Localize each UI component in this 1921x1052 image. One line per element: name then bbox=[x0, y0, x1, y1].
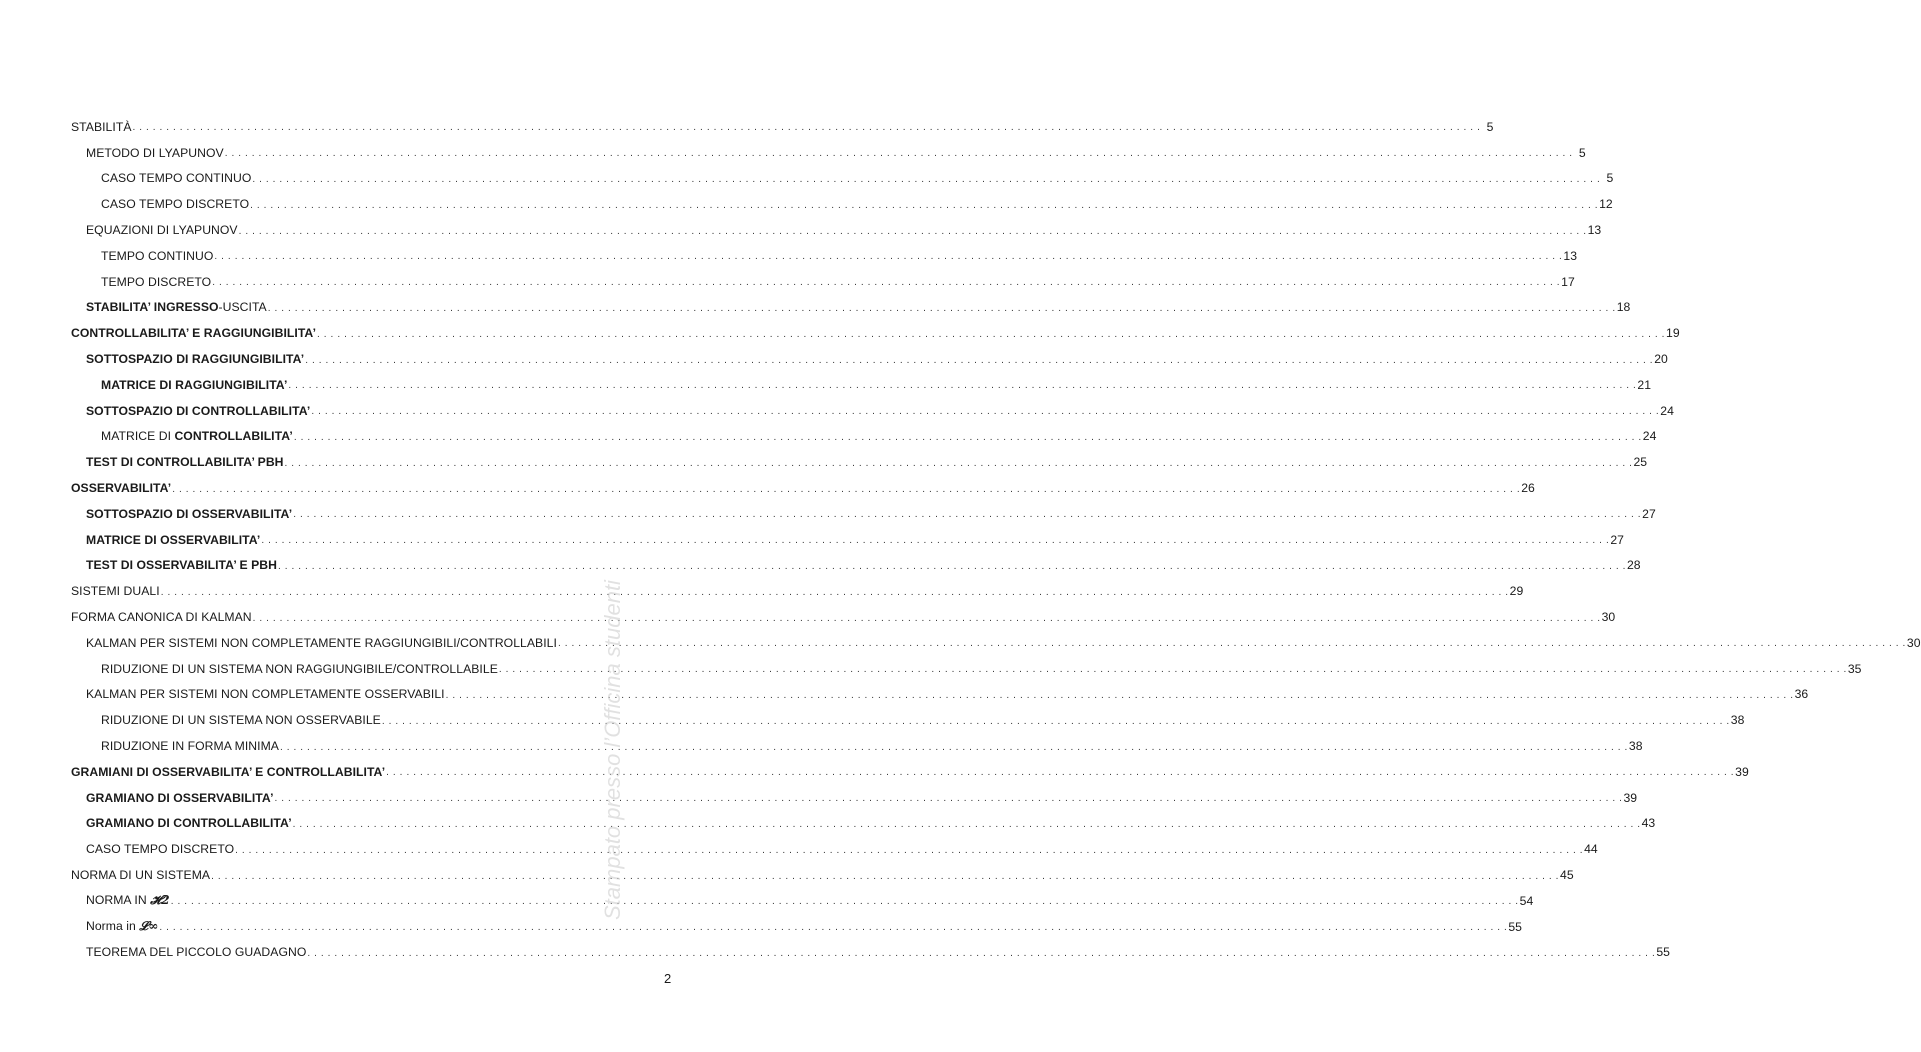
toc-entry-title-text: -USCITA bbox=[218, 300, 267, 315]
toc-dot-leader: . . . . . . . . . . . . . . . . . . . . . . . . . . . . . . . . . . . . . . . . . . . . . . . . . . . . . . . . . . . . . . . . . . . . . . . . . . . . . . . . . . . . . . . . . . . . . . . . . . . . . . . . . . . . . . . . . . . . . . . . . . . . . . . . . . . . . . . . . . . . . . . . . . . . . . . . . . . . . . . . . . . . . . . . . . . . . . . . . . . . . . . . . . . . . . . . . . . . . . . . bbox=[288, 380, 1637, 392]
toc-dot-leader: . . . . . . . . . . . . . . . . . . . . . . . . . . . . . . . . . . . . . . . . . . . . . . . . . . . . . . . . . . . . . . . . . . . . . . . . . . . . . . . . . . . . . . . . . . . . . . . . . . . . . . . . . . . . . . . . . . . . . . . . . . . . . . . . . . . . . . . . . . . . . . . . . . . . . . . . . . . . . . . . . . . . . . . . . . . . . . . . . . . . . . . . . . . . . . . . . . . . . . . . bbox=[172, 483, 1521, 495]
toc-entry-title bbox=[101, 713, 381, 727]
watermark: Stampato presso l’Officina studenti bbox=[600, 580, 625, 920]
toc-entry-title-text: SISTEMI DUALI bbox=[71, 584, 160, 599]
toc-dot-leader: . . . . . . . . . . . . . . . . . . . . . . . . . . . . . . . . . . . . . . . . . . . . . . . . . . . . . . . . . . . . . . . . . . . . . . . . . . . . . . . . . . . . . . . . . . . . . . . . . . . . . . . . . . . . . . . . . . . . . . . . . . . . . . . . . . . . . . . . . . . . . . . . . . . . . . . . . . . . . . . . . . . . . . . . . . . . . . . . . . . . . . . . . . . . . . . . . . . . . . . . bbox=[214, 251, 1563, 263]
toc-entry-page: 17 bbox=[1561, 274, 1575, 289]
toc-entry-title bbox=[86, 687, 445, 701]
toc-entry-title-text: SOTTOSPAZIO DI RAGGIUNGIBILITA’ bbox=[86, 352, 305, 367]
toc-entry[interactable] bbox=[71, 243, 1578, 269]
toc-entry-title-text: TEMPO DISCRETO bbox=[101, 274, 212, 289]
toc-entry[interactable] bbox=[71, 217, 1602, 243]
toc-entry-title bbox=[101, 739, 279, 753]
toc-entry-page: 5 bbox=[1578, 145, 1586, 160]
toc-entry-title-text: GRAMIANO DI OSSERVABILITA’ bbox=[86, 790, 274, 805]
toc-entry-title bbox=[71, 868, 210, 882]
toc-entry-title-text: TEST DI OSSERVABILITA’ E PBH bbox=[86, 558, 278, 573]
toc-entry-page: 39 bbox=[1623, 790, 1638, 805]
toc-entry-title bbox=[86, 146, 224, 160]
toc-entry[interactable] bbox=[71, 811, 1656, 837]
toc-dot-leader: . . . . . . . . . . . . . . . . . . . . . . . . . . . . . . . . . . . . . . . . . . . . . . . . . . . . . . . . . . . . . . . . . . . . . . . . . . . . . . . . . . . . . . . . . . . . . . . . . . . . . . . . . . . . . . . . . . . . . . . . . . . . . . . . . . . . . . . . . . . . . . . . . . . . . . . . . . . . . . . . . . . . . . . . . . . . . . . . . . . . . . . . . . . . . . . . . . . . . . . . bbox=[160, 586, 1509, 598]
toc-entry[interactable] bbox=[71, 733, 1643, 759]
toc-entry-page: 13 bbox=[1587, 223, 1602, 238]
toc-dot-leader: . . . . . . . . . . . . . . . . . . . . . . . . . . . . . . . . . . . . . . . . . . . . . . . . . . . . . . . . . . . . . . . . . . . . . . . . . . . . . . . . . . . . . . . . . . . . . . . . . . . . . . . . . . . . . . . . . . . . . . . . . . . . . . . . . . . . . . . . . . . . . . . . . . . . . . . . . . . . . . . . . . . . . . . . . . . . . . . . . . . . . . . . . . . . . . . . . . . . . . . . bbox=[317, 328, 1665, 340]
toc-entry-title-text: CONTROLLABILITA’ E RAGGIUNGIBILITA’ bbox=[71, 326, 317, 341]
toc-dot-leader: . . . . . . . . . . . . . . . . . . . . . . . . . . . . . . . . . . . . . . . . . . . . . . . . . . . . . . . . . . . . . . . . . . . . . . . . . . . . . . . . . . . . . . . . . . . . . . . . . . . . . . . . . . . . . . . . . . . . . . . . . . . . . . . . . . . . . . . . . . . . . . . . . . . . . . . . . . . . . . . . . . . . . . . . . . . . . . . . . . . . . . . . . . . . . . . . . . . . . . . . bbox=[445, 689, 1794, 701]
toc-entry-title bbox=[71, 584, 160, 598]
toc-entry-title-bold: STABILITA’ INGRESSO bbox=[86, 300, 219, 315]
toc-entry-title-text: TEOREMA DEL PICCOLO GUADAGNO bbox=[86, 945, 307, 960]
toc-entry-title bbox=[71, 326, 316, 340]
toc-entry[interactable] bbox=[71, 166, 1614, 192]
toc-entry[interactable] bbox=[71, 578, 1524, 604]
toc-entry-page: 25 bbox=[1633, 455, 1648, 470]
toc-entry-title bbox=[86, 404, 310, 418]
toc-dot-leader: . . . . . . . . . . . . . . . . . . . . . . . . . . . . . . . . . . . . . . . . . . . . . . . . . . . . . . . . . . . . . . . . . . . . . . . . . . . . . . . . . . . . . . . . . . . . . . . . . . . . . . . . . . . . . . . . . . . . . . . . . . . . . . . . . . . . . . . . . . . . . . . . . . . . . . . . . . . . . . . . . . . . . . . . . . . . . . . . . . . . . . . . . . . . . . . . . . . . . . . . bbox=[132, 122, 1481, 134]
toc-dot-leader: . . . . . . . . . . . . . . . . . . . . . . . . . . . . . . . . . . . . . . . . . . . . . . . . . . . . . . . . . . . . . . . . . . . . . . . . . . . . . . . . . . . . . . . . . . . . . . . . . . . . . . . . . . . . . . . . . . . . . . . . . . . . . . . . . . . . . . . . . . . . . . . . . . . . . . . . . . . . . . . . . . . . . . . . . . . . . . . . . . . . . . . . . . . . . . . . . . . . . . . . bbox=[307, 947, 1656, 959]
toc-entry-title-text: EQUAZIONI DI LYAPUNOV bbox=[86, 223, 238, 238]
toc-entry-title bbox=[101, 171, 251, 185]
toc-entry-title bbox=[86, 507, 292, 521]
toc-dot-leader: . . . . . . . . . . . . . . . . . . . . . . . . . . . . . . . . . . . . . . . . . . . . . . . . . . . . . . . . . . . . . . . . . . . . . . . . . . . . . . . . . . . . . . . . . . . . . . . . . . . . . . . . . . . . . . . . . . . . . . . . . . . . . . . . . . . . . . . . . . . . . . . . . . . . . . . . . . . . . . . . . . . . . . . . . . . . . . . . . . . . . . . . . . . . . . . . . . . . . . . . bbox=[311, 406, 1660, 418]
toc-entry-title-text: NORMA IN bbox=[86, 893, 151, 908]
toc-entry-title bbox=[86, 300, 267, 314]
toc-dot-leader: . . . . . . . . . . . . . . . . . . . . . . . . . . . . . . . . . . . . . . . . . . . . . . . . . . . . . . . . . . . . . . . . . . . . . . . . . . . . . . . . . . . . . . . . . . . . . . . . . . . . . . . . . . . . . . . . . . . . . . . . . . . . . . . . . . . . . . . . . . . . . . . . . . . . . . . . . . . . . . . . . . . . . . . . . . . . . . . . . . . . . . . . . . . . . . . . . . . . . . . . bbox=[293, 431, 1642, 443]
toc-entry[interactable] bbox=[71, 114, 1494, 140]
toc-entry-title-text: FORMA CANONICA DI KALMAN bbox=[71, 610, 252, 625]
toc-entry-title bbox=[86, 945, 306, 959]
toc-entry[interactable] bbox=[71, 191, 1613, 217]
toc-entry[interactable] bbox=[71, 398, 1674, 424]
toc-dot-leader: . . . . . . . . . . . . . . . . . . . . . . . . . . . . . . . . . . . . . . . . . . . . . . . . . . . . . . . . . . . . . . . . . . . . . . . . . . . . . . . . . . . . . . . . . . . . . . . . . . . . . . . . . . . . . . . . . . . . . . . . . . . . . . . . . . . . . . . . . . . . . . . . . . . . . . . . . . . . . . . . . . . . . . . . . . . . . . . . . . . . . . . . . . . . . . . . . . . . . . . . bbox=[170, 896, 1519, 908]
toc-entry-title-text: RIDUZIONE DI UN SISTEMA NON RAGGIUNGIBILE/CONTROLLABILE bbox=[101, 661, 498, 676]
toc-entry-title bbox=[86, 893, 170, 908]
toc-entry[interactable] bbox=[71, 682, 1809, 708]
toc-entry-title bbox=[71, 610, 252, 624]
toc-entry-page: 27 bbox=[1610, 532, 1624, 547]
toc-dot-leader: . . . . . . . . . . . . . . . . . . . . . . . . . . . . . . . . . . . . . . . . . . . . . . . . . . . . . . . . . . . . . . . . . . . . . . . . . . . . . . . . . . . . . . . . . . . . . . . . . . . . . . . . . . . . . . . . . . . . . . . . . . . . . . . . . . . . . . . . . . . . . . . . . . . . . . . . . . . . . . . . . . . . . . . . . . . . . . . . . . . . . . . . . . . . . . . . . . . . . . . . bbox=[305, 354, 1654, 366]
toc-entry-page: 5 bbox=[1486, 119, 1494, 134]
toc-dot-leader: . . . . . . . . . . . . . . . . . . . . . . . . . . . . . . . . . . . . . . . . . . . . . . . . . . . . . . . . . . . . . . . . . . . . . . . . . . . . . . . . . . . . . . . . . . . . . . . . . . . . . . . . . . . . . . . . . . . . . . . . . . . . . . . . . . . . . . . . . . . . . . . . . . . . . . . . . . . . . . . . . . . . . . . . . . . . . . . . . . . . . . . . . . . . . . . . . . . . . . . . bbox=[293, 509, 1642, 521]
toc-entry-title bbox=[86, 352, 304, 366]
toc-entry[interactable] bbox=[71, 346, 1668, 372]
toc-dot-leader: . . . . . . . . . . . . . . . . . . . . . . . . . . . . . . . . . . . . . . . . . . . . . . . . . . . . . . . . . . . . . . . . . . . . . . . . . . . . . . . . . . . . . . . . . . . . . . . . . . . . . . . . . . . . . . . . . . . . . . . . . . . . . . . . . . . . . . . . . . . . . . . . . . . . . . . . . . . . . . . . . . . . . . . . . . . . . . . . . . . . . . . . . . . . . . . . . . . . . . . . bbox=[211, 870, 1560, 882]
toc-entry-page: 35 bbox=[1847, 661, 1862, 676]
toc-dot-leader: . . . . . . . . . . . . . . . . . . . . . . . . . . . . . . . . . . . . . . . . . . . . . . . . . . . . . . . . . . . . . . . . . . . . . . . . . . . . . . . . . . . . . . . . . . . . . . . . . . . . . . . . . . . . . . . . . . . . . . . . . . . . . . . . . . . . . . . . . . . . . . . . . . . . . . . . . . . . . . . . . . . . . . . . . . . . . . . . . . . . . . . . . . . . . . . . . . . . . . . . bbox=[235, 844, 1584, 856]
toc-entry-title-text: SOTTOSPAZIO DI OSSERVABILITA’ bbox=[86, 506, 293, 521]
toc-entry[interactable] bbox=[71, 475, 1535, 501]
toc-entry[interactable] bbox=[71, 940, 1670, 966]
toc-entry[interactable] bbox=[71, 295, 1631, 321]
toc-entry-title-text: Norma in bbox=[86, 919, 140, 934]
toc-entry-title bbox=[101, 249, 213, 263]
toc-dot-leader: . . . . . . . . . . . . . . . . . . . . . . . . . . . . . . . . . . . . . . . . . . . . . . . . . . . . . . . . . . . . . . . . . . . . . . . . . . . . . . . . . . . . . . . . . . . . . . . . . . . . . . . . . . . . . . . . . . . . . . . . . . . . . . . . . . . . . . . . . . . . . . . . . . . . . . . . . . . . . . . . . . . . . . . . . . . . . . . . . . . . . . . . . . . . . . . . . . . . . . . . bbox=[252, 173, 1601, 185]
toc-entry-title-text: NORMA DI UN SISTEMA bbox=[71, 868, 211, 882]
toc-entry-title bbox=[86, 455, 284, 469]
toc-entry[interactable] bbox=[71, 604, 1616, 630]
toc-dot-leader: . . . . . . . . . . . . . . . . . . . . . . . . . . . . . . . . . . . . . . . . . . . . . . . . . . . . . . . . . . . . . . . . . . . . . . . . . . . . . . . . . . . . . . . . . . . . . . . . . . . . . . . . . . . . . . . . . . . . . . . . . . . . . . . . . . . . . . . . . . . . . . . . . . . . . . . . . . . . . . . . . . . . . . . . . . . . . . . . . . . . . . . . . . . . . . . . . . . . . . . . bbox=[238, 225, 1587, 237]
toc-entry-page: 12 bbox=[1599, 197, 1613, 212]
toc-entry-title bbox=[86, 533, 260, 547]
toc-entry-title-text: GRAMIANI DI OSSERVABILITA’ E CONTROLLABILITA’ bbox=[71, 764, 386, 779]
toc-entry-title bbox=[101, 197, 249, 211]
toc-entry-page: 30 bbox=[1906, 635, 1921, 650]
toc-entry-title-text: CASO TEMPO DISCRETO bbox=[86, 842, 235, 857]
toc-entry-title bbox=[86, 558, 277, 572]
toc-entry-title-text: METODO DI LYAPUNOV bbox=[86, 145, 224, 160]
toc-entry-page: 39 bbox=[1735, 764, 1749, 779]
toc-entry-page: 26 bbox=[1521, 481, 1535, 496]
toc-entry[interactable] bbox=[71, 836, 1598, 862]
toc-entry-page: 30 bbox=[1601, 610, 1616, 625]
table-of-contents bbox=[71, 114, 1921, 965]
toc-entry-page: 29 bbox=[1509, 584, 1524, 599]
toc-entry[interactable] bbox=[71, 630, 1921, 656]
toc-entry-page: 5 bbox=[1606, 171, 1614, 186]
toc-entry[interactable] bbox=[71, 656, 1862, 682]
toc-entry-title-math: 𝓛∞ bbox=[139, 919, 159, 934]
toc-dot-leader: . . . . . . . . . . . . . . . . . . . . . . . . . . . . . . . . . . . . . . . . . . . . . . . . . . . . . . . . . . . . . . . . . . . . . . . . . . . . . . . . . . . . . . . . . . . . . . . . . . . . . . . . . . . . . . . . . . . . . . . . . . . . . . . . . . . . . . . . . . . . . . . . . . . . . . . . . . . . . . . . . . . . . . . . . . . . . . . . . . . . . . . . . . . . . . . . . . . . . . . . bbox=[274, 793, 1623, 805]
toc-entry-title-text: CASO TEMPO DISCRETO bbox=[101, 197, 250, 212]
toc-entry-title-math: 𝓗2 bbox=[150, 893, 170, 908]
toc-entry-title bbox=[101, 429, 293, 443]
toc-entry-title-text: OSSERVABILITA’ bbox=[71, 481, 172, 496]
toc-entry-page: 19 bbox=[1666, 326, 1680, 341]
toc-entry-page: 55 bbox=[1656, 945, 1670, 960]
toc-entry-title-text: TEST DI CONTROLLABILITA’ PBH bbox=[86, 455, 284, 470]
toc-entry-title bbox=[101, 378, 287, 392]
toc-entry-title bbox=[86, 842, 234, 856]
toc-entry-page: 44 bbox=[1584, 842, 1598, 857]
toc-entry[interactable] bbox=[71, 553, 1641, 579]
toc-entry[interactable] bbox=[71, 707, 1745, 733]
toc-entry-title-text: STABILITÀ bbox=[71, 119, 132, 134]
toc-entry-title-text: MATRICE DI bbox=[101, 429, 175, 444]
toc-entry-title-text: MATRICE DI RAGGIUNGIBILITA’ bbox=[101, 377, 288, 392]
toc-entry-title-text: RIDUZIONE IN FORMA MINIMA bbox=[101, 739, 279, 754]
toc-entry[interactable] bbox=[71, 269, 1575, 295]
toc-entry-page: 13 bbox=[1563, 248, 1578, 263]
toc-entry[interactable] bbox=[71, 501, 1656, 527]
toc-dot-leader: . . . . . . . . . . . . . . . . . . . . . . . . . . . . . . . . . . . . . . . . . . . . . . . . . . . . . . . . . . . . . . . . . . . . . . . . . . . . . . . . . . . . . . . . . . . . . . . . . . . . . . . . . . . . . . . . . . . . . . . . . . . . . . . . . . . . . . . . . . . . . . . . . . . . . . . . . . . . . . . . . . . . . . . . . . . . . . . . . . . . . . . . . . . . . . . . . . . . . . . . bbox=[292, 818, 1641, 830]
toc-entry-title-text: KALMAN PER SISTEMI NON COMPLETAMENTE RAGGIUNGIBILI/CONTROLLABILI bbox=[86, 635, 557, 650]
toc-entry-page: 18 bbox=[1616, 300, 1631, 315]
toc-entry-title-text: KALMAN PER SISTEMI NON COMPLETAMENTE OSSERVABILI bbox=[86, 687, 445, 702]
toc-entry-title bbox=[71, 120, 132, 134]
toc-dot-leader: . . . . . . . . . . . . . . . . . . . . . . . . . . . . . . . . . . . . . . . . . . . . . . . . . . . . . . . . . . . . . . . . . . . . . . . . . . . . . . . . . . . . . . . . . . . . . . . . . . . . . . . . . . . . . . . . . . . . . . . . . . . . . . . . . . . . . . . . . . . . . . . . . . . . . . . . . . . . . . . . . . . . . . . . . . . . . . . . . . . . . . . . . . . . . . . . . . . . . . . . bbox=[284, 457, 1633, 469]
toc-dot-leader: . . . . . . . . . . . . . . . . . . . . . . . . . . . . . . . . . . . . . . . . . . . . . . . . . . . . . . . . . . . . . . . . . . . . . . . . . . . . . . . . . . . . . . . . . . . . . . . . . . . . . . . . . . . . . . . . . . . . . . . . . . . . . . . . . . . . . . . . . . . . . . . . . . . . . . . . . . . . . . . . . . . . . . . . . . . . . . . . . . . . . . . . . . . . . . . . . . . . . . . . bbox=[557, 638, 1906, 650]
toc-entry-title-text: RIDUZIONE DI UN SISTEMA NON OSSERVABILE bbox=[101, 713, 381, 728]
toc-entry-page: 45 bbox=[1560, 868, 1574, 882]
toc-entry[interactable] bbox=[71, 527, 1624, 553]
toc-entry[interactable] bbox=[71, 372, 1652, 398]
toc-entry[interactable] bbox=[71, 914, 1523, 940]
toc-entry-title bbox=[86, 223, 238, 237]
toc-entry[interactable] bbox=[71, 785, 1638, 811]
toc-dot-leader: . . . . . . . . . . . . . . . . . . . . . . . . . . . . . . . . . . . . . . . . . . . . . . . . . . . . . . . . . . . . . . . . . . . . . . . . . . . . . . . . . . . . . . . . . . . . . . . . . . . . . . . . . . . . . . . . . . . . . . . . . . . . . . . . . . . . . . . . . . . . . . . . . . . . . . . . . . . . . . . . . . . . . . . . . . . . . . . . . . . . . . . . . . . . . . . . . . . . . . . . bbox=[381, 715, 1730, 727]
toc-dot-leader: . . . . . . . . . . . . . . . . . . . . . . . . . . . . . . . . . . . . . . . . . . . . . . . . . . . . . . . . . . . . . . . . . . . . . . . . . . . . . . . . . . . . . . . . . . . . . . . . . . . . . . . . . . . . . . . . . . . . . . . . . . . . . . . . . . . . . . . . . . . . . . . . . . . . . . . . . . . . . . . . . . . . . . . . . . . . . . . . . . . . . . . . . . . . . . . . . . . . . . . . bbox=[279, 741, 1628, 753]
toc-entry-title-text: TEMPO CONTINUO bbox=[101, 248, 214, 263]
toc-dot-leader: . . . . . . . . . . . . . . . . . . . . . . . . . . . . . . . . . . . . . . . . . . . . . . . . . . . . . . . . . . . . . . . . . . . . . . . . . . . . . . . . . . . . . . . . . . . . . . . . . . . . . . . . . . . . . . . . . . . . . . . . . . . . . . . . . . . . . . . . . . . . . . . . . . . . . . . . . . . . . . . . . . . . . . . . . . . . . . . . . . . . . . . . . . . . . . . . . . . . . . . . bbox=[267, 302, 1616, 314]
toc-entry-title bbox=[71, 765, 385, 779]
toc-dot-leader: . . . . . . . . . . . . . . . . . . . . . . . . . . . . . . . . . . . . . . . . . . . . . . . . . . . . . . . . . . . . . . . . . . . . . . . . . . . . . . . . . . . . . . . . . . . . . . . . . . . . . . . . . . . . . . . . . . . . . . . . . . . . . . . . . . . . . . . . . . . . . . . . . . . . . . . . . . . . . . . . . . . . . . . . . . . . . . . . . . . . . . . . . . . . . . . . . . . . . . . . bbox=[159, 922, 1508, 934]
toc-dot-leader: . . . . . . . . . . . . . . . . . . . . . . . . . . . . . . . . . . . . . . . . . . . . . . . . . . . . . . . . . . . . . . . . . . . . . . . . . . . . . . . . . . . . . . . . . . . . . . . . . . . . . . . . . . . . . . . . . . . . . . . . . . . . . . . . . . . . . . . . . . . . . . . . . . . . . . . . . . . . . . . . . . . . . . . . . . . . . . . . . . . . . . . . . . . . . . . . . . . . . . . . bbox=[252, 612, 1601, 624]
toc-entry[interactable] bbox=[71, 449, 1648, 475]
toc-entry-title-text: CASO TEMPO CONTINUO bbox=[101, 171, 252, 186]
toc-entry-page: 21 bbox=[1637, 377, 1652, 392]
toc-entry-title bbox=[86, 636, 557, 650]
toc-entry[interactable] bbox=[71, 759, 1749, 785]
toc-dot-leader: . . . . . . . . . . . . . . . . . . . . . . . . . . . . . . . . . . . . . . . . . . . . . . . . . . . . . . . . . . . . . . . . . . . . . . . . . . . . . . . . . . . . . . . . . . . . . . . . . . . . . . . . . . . . . . . . . . . . . . . . . . . . . . . . . . . . . . . . . . . . . . . . . . . . . . . . . . . . . . . . . . . . . . . . . . . . . . . . . . . . . . . . . . . . . . . . . . . . . . . . bbox=[250, 199, 1599, 211]
toc-entry-page: 28 bbox=[1626, 558, 1641, 573]
toc-dot-leader: . . . . . . . . . . . . . . . . . . . . . . . . . . . . . . . . . . . . . . . . . . . . . . . . . . . . . . . . . . . . . . . . . . . . . . . . . . . . . . . . . . . . . . . . . . . . . . . . . . . . . . . . . . . . . . . . . . . . . . . . . . . . . . . . . . . . . . . . . . . . . . . . . . . . . . . . . . . . . . . . . . . . . . . . . . . . . . . . . . . . . . . . . . . . . . . . . . . . . . . . bbox=[386, 767, 1735, 779]
toc-entry-title-text: MATRICE DI OSSERVABILITA’ bbox=[86, 532, 261, 547]
toc-entry-page: 27 bbox=[1642, 506, 1656, 521]
toc-entry-title bbox=[86, 816, 292, 830]
toc-entry-page: 36 bbox=[1794, 687, 1809, 702]
toc-entry-title-bold: CONTROLLABILITA’ bbox=[174, 429, 293, 444]
toc-entry[interactable] bbox=[71, 862, 1574, 888]
toc-dot-leader: . . . . . . . . . . . . . . . . . . . . . . . . . . . . . . . . . . . . . . . . . . . . . . . . . . . . . . . . . . . . . . . . . . . . . . . . . . . . . . . . . . . . . . . . . . . . . . . . . . . . . . . . . . . . . . . . . . . . . . . . . . . . . . . . . . . . . . . . . . . . . . . . . . . . . . . . . . . . . . . . . . . . . . . . . . . . . . . . . . . . . . . . . . . . . . . . . . . . . . . . bbox=[278, 560, 1626, 572]
toc-entry-page: 24 bbox=[1660, 403, 1674, 418]
toc-dot-leader: . . . . . . . . . . . . . . . . . . . . . . . . . . . . . . . . . . . . . . . . . . . . . . . . . . . . . . . . . . . . . . . . . . . . . . . . . . . . . . . . . . . . . . . . . . . . . . . . . . . . . . . . . . . . . . . . . . . . . . . . . . . . . . . . . . . . . . . . . . . . . . . . . . . . . . . . . . . . . . . . . . . . . . . . . . . . . . . . . . . . . . . . . . . . . . . . . . . . . . . . bbox=[261, 535, 1610, 547]
toc-entry-title bbox=[86, 791, 274, 805]
toc-entry[interactable] bbox=[71, 424, 1657, 450]
toc-entry-title bbox=[101, 662, 498, 676]
toc-entry-page: 20 bbox=[1654, 352, 1668, 367]
toc-entry-page: 24 bbox=[1642, 429, 1657, 444]
page-number: 2 bbox=[664, 971, 672, 986]
toc-entry-page: 55 bbox=[1508, 919, 1523, 934]
toc-entry-title bbox=[86, 919, 158, 934]
toc-entry-page: 38 bbox=[1628, 739, 1643, 754]
toc-entry-page: 43 bbox=[1641, 816, 1656, 831]
toc-entry[interactable] bbox=[71, 888, 1534, 914]
toc-entry-title-text: SOTTOSPAZIO DI CONTROLLABILITA’ bbox=[86, 403, 311, 418]
toc-dot-leader: . . . . . . . . . . . . . . . . . . . . . . . . . . . . . . . . . . . . . . . . . . . . . . . . . . . . . . . . . . . . . . . . . . . . . . . . . . . . . . . . . . . . . . . . . . . . . . . . . . . . . . . . . . . . . . . . . . . . . . . . . . . . . . . . . . . . . . . . . . . . . . . . . . . . . . . . . . . . . . . . . . . . . . . . . . . . . . . . . . . . . . . . . . . . . . . . . . . . . . . . bbox=[224, 148, 1573, 160]
toc-dot-leader: . . . . . . . . . . . . . . . . . . . . . . . . . . . . . . . . . . . . . . . . . . . . . . . . . . . . . . . . . . . . . . . . . . . . . . . . . . . . . . . . . . . . . . . . . . . . . . . . . . . . . . . . . . . . . . . . . . . . . . . . . . . . . . . . . . . . . . . . . . . . . . . . . . . . . . . . . . . . . . . . . . . . . . . . . . . . . . . . . . . . . . . . . . . . . . . . . . . . . . . . bbox=[212, 277, 1561, 289]
toc-entry-title bbox=[101, 275, 211, 289]
toc-entry-page: 54 bbox=[1519, 893, 1534, 908]
toc-entry-page: 38 bbox=[1730, 713, 1745, 728]
toc-entry-title bbox=[71, 481, 171, 495]
toc-dot-leader: . . . . . . . . . . . . . . . . . . . . . . . . . . . . . . . . . . . . . . . . . . . . . . . . . . . . . . . . . . . . . . . . . . . . . . . . . . . . . . . . . . . . . . . . . . . . . . . . . . . . . . . . . . . . . . . . . . . . . . . . . . . . . . . . . . . . . . . . . . . . . . . . . . . . . . . . . . . . . . . . . . . . . . . . . . . . . . . . . . . . . . . . . . . . . . . . . . . . . . . . bbox=[498, 664, 1847, 676]
toc-entry[interactable] bbox=[71, 140, 1586, 166]
toc-entry[interactable] bbox=[71, 320, 1680, 346]
toc-entry-title-text: GRAMIANO DI CONTROLLABILITA’ bbox=[86, 816, 292, 831]
